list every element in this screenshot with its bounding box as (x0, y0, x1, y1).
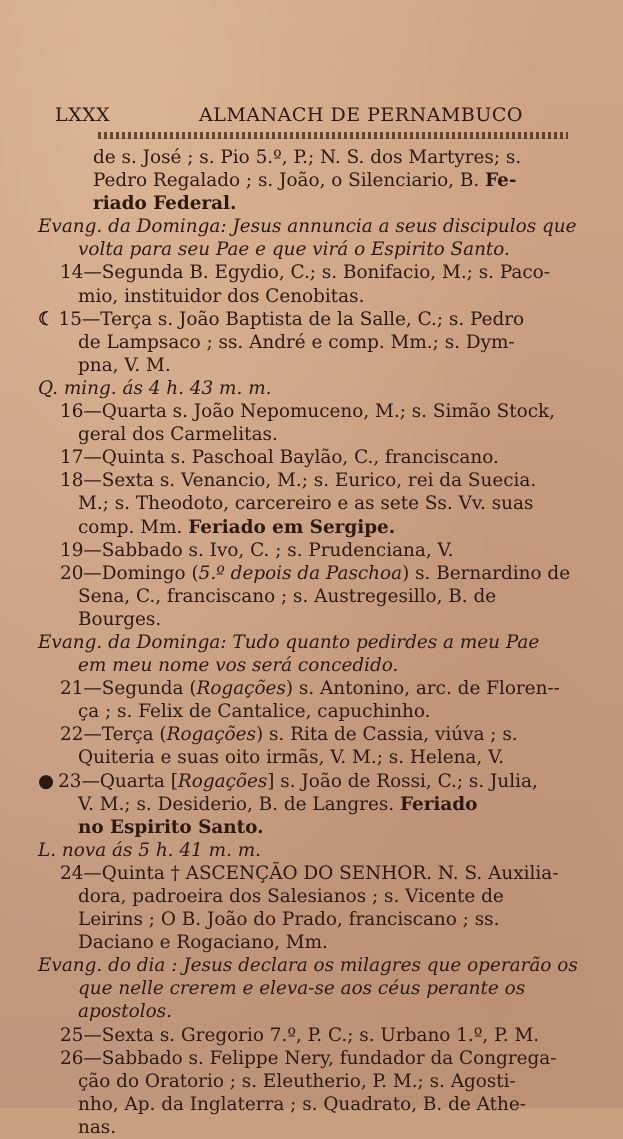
text-line (0, 354, 623, 377)
line-text: Bourges. (78, 608, 162, 630)
italic-text: apostolos. (78, 1001, 172, 1023)
line-text: 20—Domingo ( (60, 562, 199, 584)
text-line (0, 331, 623, 354)
running-title: ALMANACH DE PERNAMBUCO (199, 104, 523, 126)
italic-text: Rogações (196, 678, 286, 700)
bold-text: no Espirito Santo. (78, 816, 264, 838)
italic-text: Evang. do dia : Jesus declara os milagres que operarão os (38, 955, 578, 977)
text-line (0, 1024, 623, 1047)
text-line (0, 585, 623, 608)
text-line (0, 654, 623, 677)
line-text-after: ] s. João de Rossi, C.; s. Julia, (267, 770, 538, 792)
text-line (0, 723, 623, 746)
bold-text: riado Federal. (93, 193, 237, 215)
text-line (0, 816, 623, 839)
text-line (0, 377, 623, 400)
bold-text: Feriado (399, 793, 478, 815)
text-line (0, 1093, 623, 1116)
line-text: ça ; s. Felix de Cantalice, capuchinho. (78, 701, 431, 723)
italic-text: Evang. da Dominga: Jesus annuncia a seus discipulos que (38, 216, 577, 238)
text-line (0, 238, 623, 261)
text-line (0, 770, 623, 793)
bold-text: Feriado em Sergipe. (188, 516, 396, 538)
line-text: 26—Sabbado s. Felippe Nery, fundador da Congrega- (60, 1047, 557, 1069)
text-line (0, 285, 623, 308)
line-text: Leirins ; O B. João do Prado, franciscano ; ss. (78, 909, 500, 931)
italic-text: Rogações (166, 724, 256, 746)
italic-text: volta para seu Pae e que virá o Espirito Santo. (78, 239, 510, 261)
line-text-after: ) s. Antonino, arc. de Floren-- (285, 678, 560, 700)
line-text: nas. (78, 1116, 117, 1138)
italic-text: Q. ming. ás 4 h. 43 m. m. (38, 377, 272, 399)
text-line (0, 192, 623, 215)
text-line (0, 631, 623, 654)
text-line (0, 492, 623, 515)
line-text-after: ) s. Bernardino de (402, 562, 571, 584)
line-text: mio, instituidor dos Cenobitas. (78, 285, 365, 307)
text-line (0, 977, 623, 1000)
line-text: 25—Sexta s. Gregorio 7.º, P. C.; s. Urbano 1.º, P. M. (60, 1024, 540, 1046)
text-line (0, 862, 623, 885)
line-text: 18—Sexta s. Venancio, M.; s. Eurico, rei da Suecia. (60, 470, 537, 492)
line-text: 17—Quinta s. Paschoal Baylão, C., franciscano. (60, 447, 499, 469)
text-line (0, 931, 623, 954)
text-line (0, 608, 623, 631)
line-text: 21—Segunda ( (60, 678, 197, 700)
text-line (0, 215, 623, 238)
text-line (0, 746, 623, 769)
line-text: de Lampsaco ; ss. André e comp. Mm.; s. Dym- (78, 331, 515, 353)
italic-text: em meu nome vos será concedido. (78, 655, 399, 677)
italic-text: que nelle crerem e eleva-se aos céus perante os (78, 978, 526, 1000)
text-line (0, 469, 623, 492)
line-text-after: ) s. Rita de Cassia, viúva ; s. (255, 724, 518, 746)
moon-phase-icon: ☾ (38, 308, 55, 330)
text-line (0, 885, 623, 908)
text-line (0, 1116, 623, 1139)
italic-text: 5.º depois da Paschoa (198, 562, 403, 584)
line-text: ção do Oratorio ; s. Eleutherio, P. M.; s. Agosti- (78, 1070, 516, 1092)
text-line (0, 169, 623, 192)
line-text: 22—Terça ( (60, 724, 167, 746)
line-text: Daciano e Rogaciano, Mm. (78, 932, 328, 954)
text-line (0, 839, 623, 862)
line-text: V. M.; s. Desiderio, B. de Langres. (78, 793, 400, 815)
calendar-entries (0, 146, 623, 1139)
moon-phase-icon: ● (38, 770, 55, 792)
line-text: comp. Mm. (78, 516, 189, 538)
italic-text: Evang. da Dominga: Tudo quanto pedirdes a meu Pae (38, 631, 540, 653)
text-line (0, 1000, 623, 1023)
italic-text: L. nova ás 5 h. 41 m. m. (38, 839, 262, 861)
text-line (0, 677, 623, 700)
page-header (55, 104, 565, 128)
text-line (0, 1070, 623, 1093)
line-text: dora, padroeira dos Salesianos ; s. Vicente de (78, 886, 504, 907)
line-text: nho, Ap. da Inglaterra ; s. Quadrato, B. de Athe- (78, 1093, 526, 1115)
text-line (0, 308, 623, 331)
text-line (0, 793, 623, 816)
line-text: 23—Quarta [ (58, 770, 178, 792)
line-text: 24—Quinta † ASCENÇÃO DO SENHOR. N. S. Auxilia- (60, 862, 559, 884)
line-text: pna, V. M. (78, 354, 171, 376)
line-text: Quiteria e suas oito irmãs, V. M.; s. Helena, V. (78, 747, 504, 769)
line-text: 15—Terça s. João Baptista de la Salle, C.; s. Pedro (58, 308, 525, 330)
text-line (0, 954, 623, 977)
text-line (0, 539, 623, 562)
page-number: LXXX (55, 104, 111, 126)
line-text: Pedro Regalado ; s. João, o Silenciario, B. (93, 170, 486, 192)
text-line (0, 400, 623, 423)
line-text: 16—Quarta s. João Nepomuceno, M.; s. Simão Stock, (60, 401, 556, 423)
line-text: geral dos Carmelitas. (78, 424, 278, 446)
text-line (0, 700, 623, 723)
text-line (0, 516, 623, 539)
header-rule (98, 132, 568, 139)
text-line (0, 908, 623, 931)
text-line (0, 562, 623, 585)
line-text: 14—Segunda B. Egydio, C.; s. Bonifacio, M.; s. Paco- (60, 262, 550, 284)
text-line (0, 423, 623, 446)
line-text: 19—Sabbado s. Ivo, C. ; s. Prudenciana, V. (60, 539, 454, 561)
text-line (0, 146, 623, 169)
text-line (0, 1047, 623, 1070)
text-line (0, 261, 623, 284)
bold-text: Fe- (485, 170, 517, 192)
line-text: M.; s. Theodoto, carcereiro e as sete Ss. Vv. suas (78, 493, 534, 515)
italic-text: Rogações (177, 770, 268, 792)
line-text: de s. José ; s. Pio 5.º, P.; N. S. dos Martyres; s. (93, 147, 522, 168)
text-line (0, 446, 623, 469)
line-text: Sena, C., franciscano ; s. Austregesillo, B. de (78, 585, 497, 607)
